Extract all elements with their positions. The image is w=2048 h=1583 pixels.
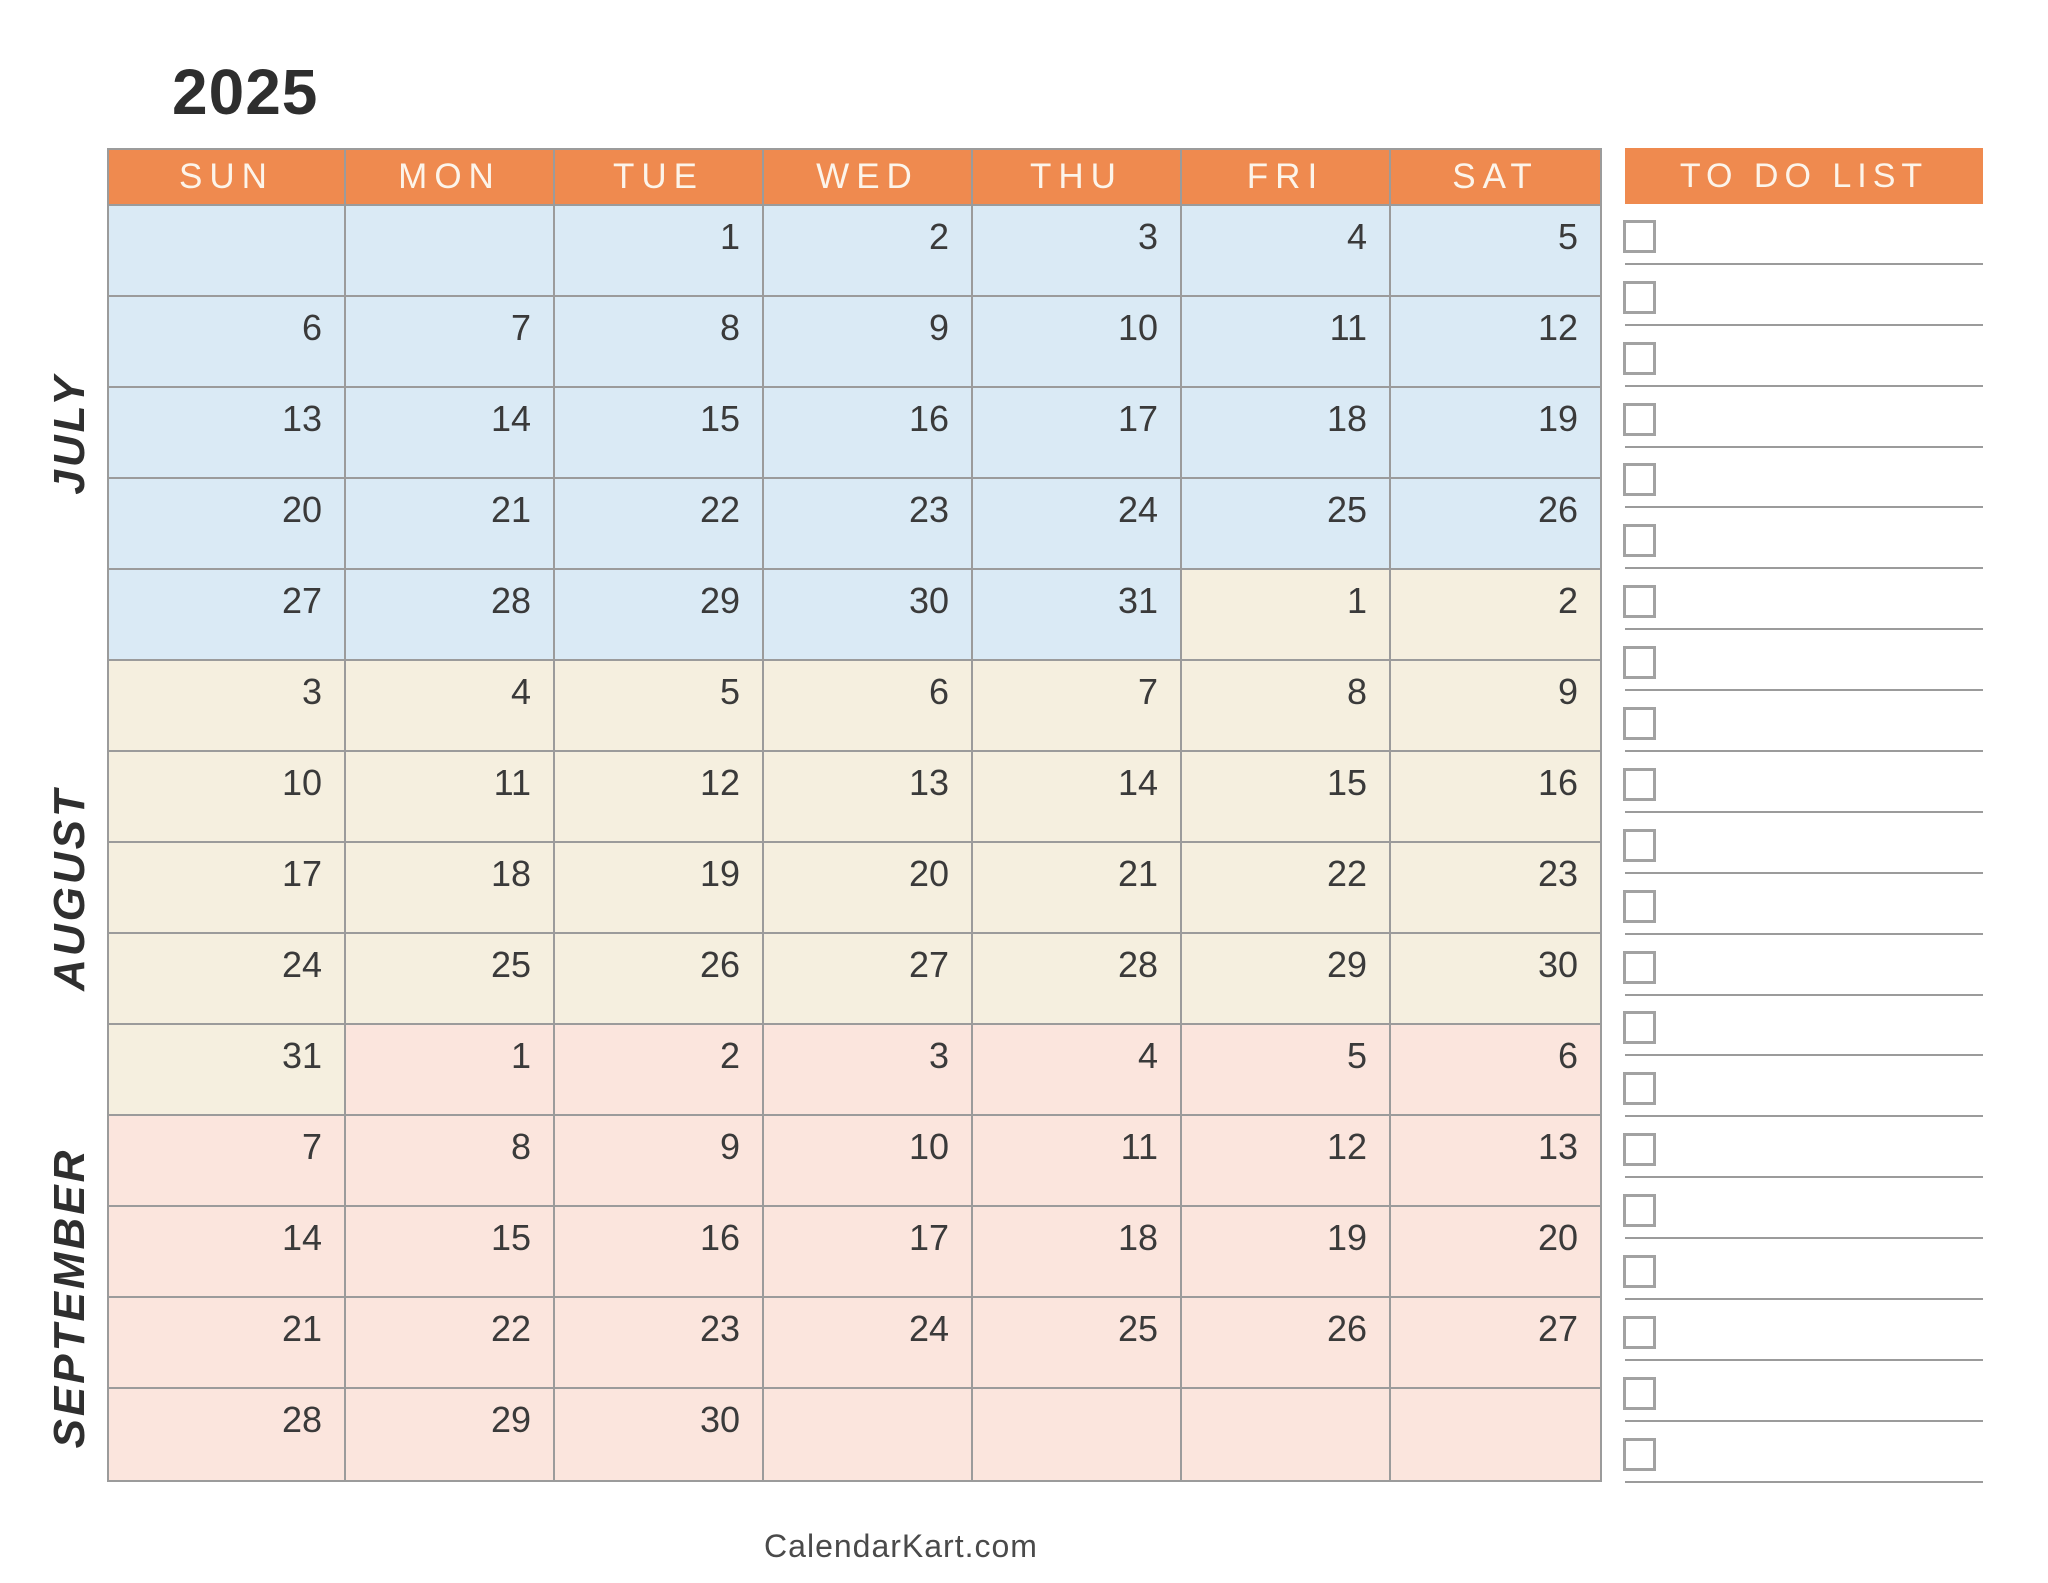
todo-item (1625, 265, 1983, 326)
calendar-day-cell: 21 (346, 479, 555, 570)
calendar-day-cell (109, 206, 346, 297)
calendar-day-cell: 24 (109, 934, 346, 1025)
site-credit: CalendarKart.com (764, 1528, 1038, 1564)
calendar-day-cell: 16 (764, 388, 973, 479)
weekday-header-sun: SUN (109, 150, 346, 206)
calendar-day-cell: 12 (555, 752, 764, 843)
calendar-day-cell: 29 (555, 570, 764, 661)
calendar-day-cell: 1 (346, 1025, 555, 1116)
calendar-day-cell: 20 (109, 479, 346, 570)
page-title: 2025 (172, 56, 319, 128)
calendar-day-cell: 27 (764, 934, 973, 1025)
calendar-day-cell: 9 (764, 297, 973, 388)
calendar-day-cell: 22 (555, 479, 764, 570)
calendar-day-cell: 4 (346, 661, 555, 752)
todo-checkbox[interactable] (1623, 829, 1656, 862)
calendar-day-cell: 24 (764, 1298, 973, 1389)
calendar-day-cell: 4 (973, 1025, 1182, 1116)
todo-item (1625, 569, 1983, 630)
calendar-grid (107, 148, 1602, 1482)
calendar-day-cell: 31 (109, 1025, 346, 1116)
calendar-day-cell: 14 (109, 1207, 346, 1298)
calendar-day-cell: 21 (973, 843, 1182, 934)
calendar-day-cell: 16 (555, 1207, 764, 1298)
todo-item (1625, 387, 1983, 448)
calendar-day-cell: 19 (555, 843, 764, 934)
calendar-day-cell: 29 (346, 1389, 555, 1480)
calendar-day-cell: 30 (1391, 934, 1600, 1025)
todo-checkbox[interactable] (1623, 768, 1656, 801)
calendar-day-cell: 18 (1182, 388, 1391, 479)
weekday-header-tue: TUE (555, 150, 764, 206)
todo-item (1625, 996, 1983, 1057)
todo-item (1625, 1178, 1983, 1239)
calendar-day-cell: 15 (346, 1207, 555, 1298)
calendar-day-cell: 14 (973, 752, 1182, 843)
todo-checkbox[interactable] (1623, 463, 1656, 496)
calendar-day-cell: 22 (1182, 843, 1391, 934)
todo-item (1625, 508, 1983, 569)
calendar-day-cell: 29 (1182, 934, 1391, 1025)
calendar-day-cell: 3 (973, 206, 1182, 297)
calendar-day-cell: 13 (1391, 1116, 1600, 1207)
todo-item (1625, 204, 1983, 265)
calendar-day-cell: 17 (973, 388, 1182, 479)
calendar-day-cell: 8 (346, 1116, 555, 1207)
calendar-day-cell (1391, 1389, 1600, 1480)
calendar-day-cell: 7 (109, 1116, 346, 1207)
calendar-day-cell: 2 (764, 206, 973, 297)
calendar-day-cell: 3 (764, 1025, 973, 1116)
calendar-day-cell: 6 (109, 297, 346, 388)
calendar-day-cell: 12 (1391, 297, 1600, 388)
weekday-header-sat: SAT (1391, 150, 1600, 206)
todo-checkbox[interactable] (1623, 1072, 1656, 1105)
calendar-day-cell: 20 (764, 843, 973, 934)
todo-checkbox[interactable] (1623, 1438, 1656, 1471)
todo-checkbox[interactable] (1623, 1377, 1656, 1410)
calendar-day-cell: 15 (555, 388, 764, 479)
calendar-day-cell: 7 (346, 297, 555, 388)
calendar-day-cell: 17 (109, 843, 346, 934)
todo-item (1625, 630, 1983, 691)
calendar-day-cell: 24 (973, 479, 1182, 570)
calendar-day-cell: 27 (109, 570, 346, 661)
todo-list (1625, 204, 1983, 1483)
calendar-day-cell: 4 (1182, 206, 1391, 297)
calendar-day-cell: 18 (346, 843, 555, 934)
todo-item (1625, 326, 1983, 387)
weekday-header-fri: FRI (1182, 150, 1391, 206)
calendar-day-cell: 31 (973, 570, 1182, 661)
calendar-day-cell: 6 (764, 661, 973, 752)
todo-checkbox[interactable] (1623, 1255, 1656, 1288)
calendar-day-cell: 20 (1391, 1207, 1600, 1298)
todo-checkbox[interactable] (1623, 951, 1656, 984)
calendar-day-cell: 17 (764, 1207, 973, 1298)
calendar-day-cell: 28 (346, 570, 555, 661)
calendar-day-cell: 6 (1391, 1025, 1600, 1116)
calendar-day-cell: 27 (1391, 1298, 1600, 1389)
calendar-day-cell: 10 (764, 1116, 973, 1207)
todo-checkbox[interactable] (1623, 1133, 1656, 1166)
calendar-day-cell: 23 (764, 479, 973, 570)
calendar-day-cell: 25 (346, 934, 555, 1025)
calendar-day-cell: 8 (555, 297, 764, 388)
month-label-september: SEPTEMBER (45, 1147, 94, 1449)
todo-checkbox[interactable] (1623, 524, 1656, 557)
todo-checkbox[interactable] (1623, 707, 1656, 740)
calendar-day-cell: 15 (1182, 752, 1391, 843)
todo-checkbox[interactable] (1623, 585, 1656, 618)
todo-item (1625, 1300, 1983, 1361)
todo-item (1625, 1117, 1983, 1178)
todo-item (1625, 1239, 1983, 1300)
calendar-day-cell: 2 (1391, 570, 1600, 661)
calendar-day-cell: 19 (1391, 388, 1600, 479)
calendar-day-cell: 18 (973, 1207, 1182, 1298)
todo-item (1625, 935, 1983, 996)
todo-checkbox[interactable] (1623, 890, 1656, 923)
calendar-day-cell: 1 (1182, 570, 1391, 661)
calendar-day-cell: 13 (764, 752, 973, 843)
calendar-day-cell: 28 (109, 1389, 346, 1480)
calendar-day-cell: 12 (1182, 1116, 1391, 1207)
month-label-august: AUGUST (45, 786, 94, 991)
todo-list-header: TO DO LIST (1625, 148, 1983, 204)
calendar-day-cell: 23 (1391, 843, 1600, 934)
calendar-day-cell: 9 (555, 1116, 764, 1207)
calendar-day-cell: 11 (346, 752, 555, 843)
calendar-day-cell: 25 (973, 1298, 1182, 1389)
calendar-day-cell: 14 (346, 388, 555, 479)
todo-checkbox[interactable] (1623, 1011, 1656, 1044)
calendar-day-cell: 5 (555, 661, 764, 752)
calendar-day-cell: 28 (973, 934, 1182, 1025)
todo-item (1625, 691, 1983, 752)
calendar-day-cell: 26 (555, 934, 764, 1025)
calendar-day-cell: 2 (555, 1025, 764, 1116)
todo-item (1625, 1422, 1983, 1483)
todo-item (1625, 1361, 1983, 1422)
todo-checkbox[interactable] (1623, 281, 1656, 314)
weekday-header-thu: THU (973, 150, 1182, 206)
calendar-day-cell (1182, 1389, 1391, 1480)
calendar-day-cell: 10 (973, 297, 1182, 388)
calendar-day-cell: 13 (109, 388, 346, 479)
calendar-day-cell: 1 (555, 206, 764, 297)
todo-checkbox[interactable] (1623, 403, 1656, 436)
calendar-day-cell: 25 (1182, 479, 1391, 570)
todo-checkbox[interactable] (1623, 1194, 1656, 1227)
todo-item (1625, 448, 1983, 509)
calendar-day-cell: 26 (1391, 479, 1600, 570)
todo-item (1625, 752, 1983, 813)
calendar-day-cell: 10 (109, 752, 346, 843)
month-label-july: JULY (45, 372, 94, 495)
calendar-day-cell: 11 (1182, 297, 1391, 388)
todo-item (1625, 813, 1983, 874)
calendar-day-cell: 22 (346, 1298, 555, 1389)
calendar-day-cell (973, 1389, 1182, 1480)
calendar-day-cell (346, 206, 555, 297)
calendar-day-cell: 19 (1182, 1207, 1391, 1298)
calendar-day-cell: 23 (555, 1298, 764, 1389)
calendar-day-cell: 8 (1182, 661, 1391, 752)
todo-checkbox[interactable] (1623, 646, 1656, 679)
todo-checkbox[interactable] (1623, 342, 1656, 375)
calendar-day-cell: 9 (1391, 661, 1600, 752)
calendar-day-cell: 5 (1182, 1025, 1391, 1116)
todo-checkbox[interactable] (1623, 1316, 1656, 1349)
todo-item (1625, 874, 1983, 935)
calendar-day-cell (764, 1389, 973, 1480)
calendar-day-cell: 21 (109, 1298, 346, 1389)
weekday-header-mon: MON (346, 150, 555, 206)
calendar-day-cell: 16 (1391, 752, 1600, 843)
todo-checkbox[interactable] (1623, 220, 1656, 253)
calendar-day-cell: 11 (973, 1116, 1182, 1207)
calendar-day-cell: 26 (1182, 1298, 1391, 1389)
calendar-day-cell: 3 (109, 661, 346, 752)
todo-item (1625, 1056, 1983, 1117)
calendar-day-cell: 30 (764, 570, 973, 661)
calendar-day-cell: 5 (1391, 206, 1600, 297)
weekday-header-wed: WED (764, 150, 973, 206)
calendar-day-cell: 7 (973, 661, 1182, 752)
calendar-day-cell: 30 (555, 1389, 764, 1480)
